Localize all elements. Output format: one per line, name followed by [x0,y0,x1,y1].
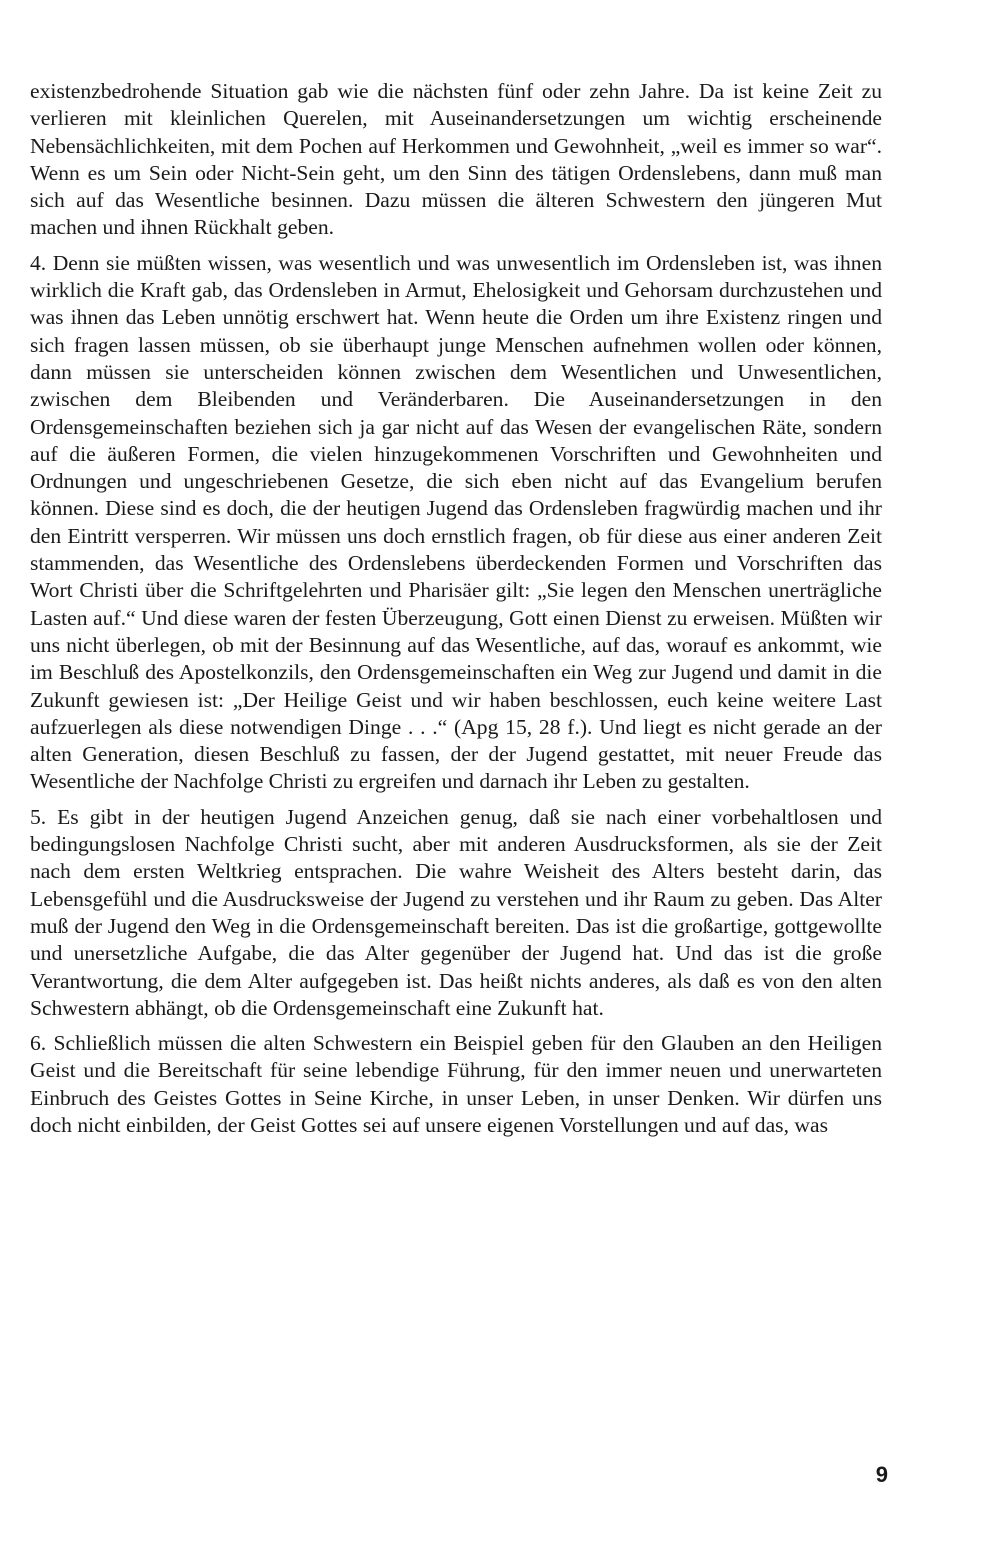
paragraph-6: 6. Schließlich müssen die alten Schwestern ein Beispiel geben für den Glauben an den Heiligen Geist und die Bereitschaft für seine lebendige Führung, für den immer neuen und unerwarteten Einbruch des Geistes Gottes in Seine Kirche, in unser Leben, in unser Denken. Wir dürfen uns doch nicht einbilden, der Geist Gottes sei auf unsere eigenen Vorstellungen und auf das, was [30,1031,882,1137]
paragraph-continuation: existenzbedrohende Situation gab wie die nächsten fünf oder zehn Jahre. Da ist keine Zeit zu verlieren mit kleinlichen Querelen, mit Auseinandersetzungen um wichtig erscheinende Nebensächlichkeiten, mit dem Pochen auf Herkommen und Gewohnheit, „weil es immer so war“. Wenn es um Sein oder Nicht-Sein geht, um den Sinn des tätigen Ordenslebens, dann muß man sich auf das Wesentliche besinnen. Dazu müssen die älteren Schwestern den jüngeren Mut machen und ihnen Rückhalt geben. [30,79,882,240]
page-body [30,78,882,1139]
page-number: 9 [875,1462,888,1487]
paragraph-5: 5. Es gibt in der heutigen Jugend Anzeichen genug, daß sie nach einer vorbehaltlosen und bedingungslosen Nachfolge Christi sucht, aber mit anderen Ausdrucksformen, als sie der Zeit nach dem ersten Weltkrieg entsprachen. Die wahre Weisheit des Alters besteht darin, das Lebensgefühl und die Ausdrucksweise der Jugend zu verstehen und ihr Raum zu geben. Das Alter muß der Jugend den Weg in die Ordensgemeinschaft bereiten. Das ist die großartige, gottgewollte und unersetzliche Aufgabe, die das Alter gegenüber der Jugend hat. Und das ist die große Verantwortung, die dem Alter aufgegeben ist. Das heißt nichts anderes, als daß es von den alten Schwestern abhängt, ob die Ordensgemeinschaft eine Zukunft hat. [30,804,882,1020]
paragraph-4: 4. Denn sie müßten wissen, was wesentlich und was unwesentlich im Ordensleben ist, was ihnen wirklich die Kraft gab, das Ordensleben in Armut, Ehelosigkeit und Gehorsam durchzustehen und was ihnen das Leben unnötig erschwert hat. Wenn heute die Orden um ihre Existenz ringen und sich fragen lassen müssen, ob sie überhaupt junge Menschen aufnehmen wollen oder können, dann müssen sie unterscheiden können zwischen dem Wesentlichen und Unwesentlichen, zwischen dem Bleibenden und Veränderbaren. Die Auseinandersetzungen in den Ordensgemeinschaften beziehen sich ja gar nicht auf das Wesen der evangelischen Räte, sondern auf die äußeren Formen, die vielen hinzugekommenen Vorschriften und Gewohnheiten und Ordnungen und ungeschriebenen Gesetze, die sich eben nicht auf das Evangelium berufen können. Diese sind es doch, die der heutigen Jugend das Ordensleben fragwürdig machen und ihr den Eintritt versperren. Wir müssen uns doch ernstlich fragen, ob für diese aus einer anderen Zeit stammenden, das Wesentliche des Ordenslebens überdeckenden Formen und Vorschriften das Wort Christi über die Schriftgelehrten und Pharisäer gilt: „Sie legen den Menschen unerträgliche Lasten auf.“ Und diese waren der festen Überzeugung, Gott einen Dienst zu erweisen. Müßten wir uns nicht überlegen, ob mit der Besinnung auf das Wesentliche, auf das, worauf es ankommt, wie im Beschluß des Apostelkonzils, den Ordensgemeinschaften ein Weg zur Jugend und damit in die Zukunft gewiesen ist: „Der Heilige Geist und wir haben beschlossen, euch keine weitere Last aufzuerlegen als diese notwendigen Dinge . . .“ (Apg 15, 28 f.). Und liegt es nicht gerade an der alten Generation, diesen Beschluß zu fassen, der der Jugend gestattet, mit neuer Freude das Wesentliche der Nachfolge Christi zu ergreifen und darnach ihr Leben zu gestalten. [30,250,882,794]
